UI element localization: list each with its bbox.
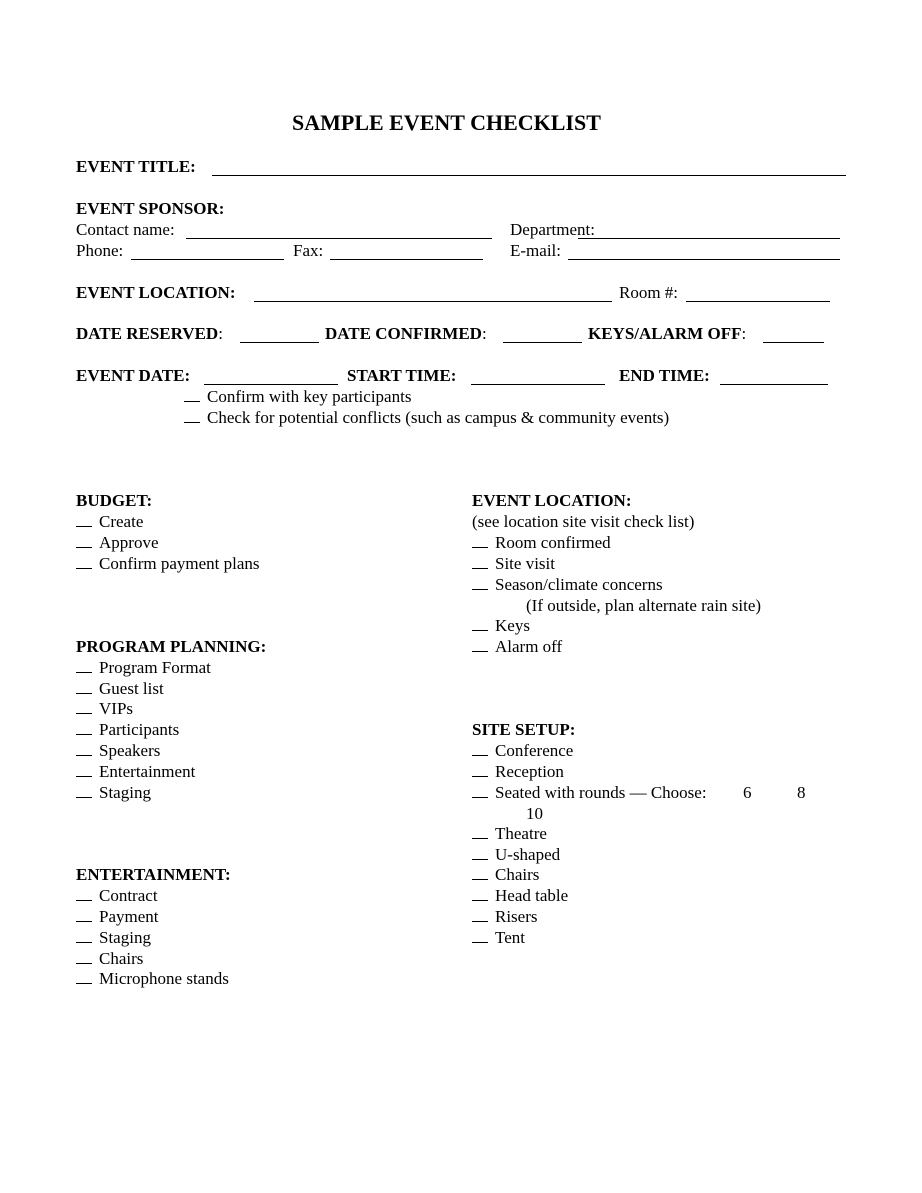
- date-reserved-field[interactable]: [240, 328, 319, 343]
- room-label: Room #:: [619, 283, 679, 302]
- budget-item-label: Create: [99, 512, 144, 531]
- fax-label: Fax:: [293, 241, 324, 260]
- location-item: [472, 616, 530, 636]
- program-item-label: Program Format: [99, 658, 211, 677]
- location-item: [472, 533, 611, 553]
- program-item-label: Staging: [99, 783, 151, 802]
- setup-item: [472, 845, 560, 865]
- entertainment-item-label: Contract: [99, 886, 158, 905]
- event-location-note: (see location site visit check list): [472, 512, 695, 531]
- checkbox-blank[interactable]: [76, 554, 92, 569]
- location-item-label: Site visit: [495, 554, 555, 573]
- program-item: [76, 783, 151, 803]
- checkbox-blank[interactable]: [76, 512, 92, 527]
- checkbox-blank[interactable]: [184, 387, 200, 402]
- setup-item-label: Tent: [495, 928, 525, 947]
- program-item-label: VIPs: [99, 699, 134, 718]
- date-reserved-label: DATE RESERVED: [76, 324, 219, 343]
- event-date-label: EVENT DATE:: [76, 366, 191, 385]
- department-label: Department:: [510, 220, 595, 239]
- checkbox-blank[interactable]: [76, 699, 92, 714]
- program-item-label: Participants: [99, 720, 180, 739]
- program-item-label: Guest list: [99, 679, 164, 698]
- setup-item-label: Head table: [495, 886, 569, 905]
- start-time-label: START TIME:: [347, 366, 457, 385]
- setup-item: [472, 907, 538, 927]
- checkbox-blank[interactable]: [76, 720, 92, 735]
- budget-item: [76, 554, 260, 574]
- site-setup-heading: SITE SETUP:: [472, 720, 576, 739]
- setup-item-label: Reception: [495, 762, 564, 781]
- setup-item-label: Risers: [495, 907, 538, 926]
- setup-item-label: Theatre: [495, 824, 547, 843]
- setup-item: [472, 783, 707, 803]
- checkbox-blank[interactable]: [472, 824, 488, 839]
- checkbox-blank[interactable]: [472, 554, 488, 569]
- checkbox-blank[interactable]: [472, 886, 488, 901]
- date-reserved-colon: :: [218, 324, 223, 343]
- setup-item-label: Chairs: [495, 865, 540, 884]
- location-item: [472, 554, 555, 574]
- contact-name-label: Contact name:: [76, 220, 175, 239]
- phone-field[interactable]: [131, 245, 284, 260]
- checkbox-blank[interactable]: [472, 783, 488, 798]
- page-title: SAMPLE EVENT CHECKLIST: [292, 110, 601, 135]
- date-confirmed-label: DATE CONFIRMED: [325, 324, 482, 343]
- checkbox-blank[interactable]: [472, 575, 488, 590]
- location-item-label: Season/climate concerns: [495, 575, 663, 594]
- email-label: E-mail:: [510, 241, 561, 260]
- entertainment-item: [76, 949, 143, 969]
- checkbox-blank[interactable]: [76, 969, 92, 984]
- checkbox-blank[interactable]: [472, 533, 488, 548]
- budget-item: [76, 533, 158, 553]
- checkbox-blank[interactable]: [472, 762, 488, 777]
- checkbox-blank[interactable]: [76, 783, 92, 798]
- checkbox-blank[interactable]: [76, 658, 92, 673]
- phone-label: Phone:: [76, 241, 124, 260]
- checkbox-blank[interactable]: [76, 907, 92, 922]
- date-confirmed-field[interactable]: [503, 328, 582, 343]
- date-confirmed-group: [325, 324, 487, 344]
- checkbox-blank[interactable]: [472, 741, 488, 756]
- department-field[interactable]: [578, 224, 840, 239]
- program-item: [76, 762, 195, 782]
- end-time-label: END TIME:: [619, 366, 710, 385]
- checkbox-blank[interactable]: [472, 845, 488, 860]
- round-option: 8: [797, 783, 806, 802]
- checkbox-blank[interactable]: [472, 616, 488, 631]
- checkbox-blank[interactable]: [76, 741, 92, 756]
- room-field[interactable]: [686, 287, 830, 302]
- event-title-label: EVENT TITLE:: [76, 157, 196, 176]
- event-location-heading: EVENT LOCATION:: [472, 491, 632, 510]
- setup-item-label: Seated with rounds — Choose:: [495, 783, 707, 802]
- setup-item: [472, 741, 573, 761]
- checkbox-blank[interactable]: [76, 886, 92, 901]
- entertainment-item-label: Payment: [99, 907, 159, 926]
- setup-item: [472, 824, 547, 844]
- email-field[interactable]: [568, 245, 840, 260]
- check-item: [184, 408, 669, 428]
- event-title-field[interactable]: [212, 161, 846, 176]
- checkbox-blank[interactable]: [472, 637, 488, 652]
- program-heading: PROGRAM PLANNING:: [76, 637, 267, 656]
- entertainment-item-label: Microphone stands: [99, 969, 229, 988]
- event-location-field[interactable]: [254, 287, 612, 302]
- program-item: [76, 720, 179, 740]
- budget-item-label: Approve: [99, 533, 159, 552]
- checkbox-blank[interactable]: [472, 907, 488, 922]
- program-item: [76, 741, 160, 761]
- checkbox-blank[interactable]: [76, 679, 92, 694]
- setup-item: [472, 762, 564, 782]
- start-time-field[interactable]: [471, 370, 605, 385]
- entertainment-item-label: Chairs: [99, 949, 144, 968]
- checkbox-blank[interactable]: [76, 928, 92, 943]
- entertainment-heading: ENTERTAINMENT:: [76, 865, 231, 884]
- event-location-label: EVENT LOCATION:: [76, 283, 236, 302]
- round-option: 6: [743, 783, 752, 802]
- setup-item: [472, 865, 539, 885]
- sponsor-heading: EVENT SPONSOR:: [76, 199, 225, 218]
- checkbox-blank[interactable]: [184, 408, 200, 423]
- round-option: 10: [526, 804, 543, 823]
- keys-alarm-group: [588, 324, 746, 344]
- setup-item-label: Conference: [495, 741, 574, 760]
- keys-alarm-colon: :: [741, 324, 747, 343]
- entertainment-item: [76, 969, 229, 989]
- entertainment-item: [76, 886, 158, 906]
- program-item: [76, 679, 164, 699]
- contact-name-field[interactable]: [186, 224, 492, 239]
- date-confirmed-colon: :: [481, 324, 487, 343]
- check-item-label: Confirm with key participants: [207, 387, 412, 406]
- rain-site-note: (If outside, plan alternate rain site): [526, 596, 762, 615]
- checkbox-blank[interactable]: [472, 865, 488, 880]
- setup-item-label: U-shaped: [495, 845, 561, 864]
- program-item: [76, 658, 211, 678]
- event-date-field[interactable]: [204, 370, 338, 385]
- location-item-label: Room confirmed: [495, 533, 611, 552]
- checkbox-blank[interactable]: [76, 949, 92, 964]
- checkbox-blank[interactable]: [472, 928, 488, 943]
- keys-alarm-label: KEYS/ALARM OFF: [588, 324, 742, 343]
- checkbox-blank[interactable]: [76, 533, 92, 548]
- checkbox-blank[interactable]: [76, 762, 92, 777]
- check-item-label: Check for potential conflicts (such as campus & community events): [207, 408, 670, 427]
- keys-alarm-field[interactable]: [763, 328, 824, 343]
- entertainment-item: [76, 907, 159, 927]
- program-item-label: Entertainment: [99, 762, 196, 781]
- location-item-label: Keys: [495, 616, 530, 635]
- entertainment-item: [76, 928, 151, 948]
- end-time-field[interactable]: [720, 370, 828, 385]
- budget-item: [76, 512, 143, 532]
- budget-heading: BUDGET:: [76, 491, 153, 510]
- check-item: [184, 387, 411, 407]
- setup-item: [472, 928, 525, 948]
- program-item-label: Speakers: [99, 741, 161, 760]
- date-reserved-group: [76, 324, 223, 344]
- setup-item: [472, 886, 568, 906]
- location-item-label: Alarm off: [495, 637, 563, 656]
- budget-item-label: Confirm payment plans: [99, 554, 260, 573]
- program-item: [76, 699, 133, 719]
- location-item: [472, 637, 562, 657]
- location-item: [472, 575, 663, 595]
- fax-field[interactable]: [330, 245, 483, 260]
- entertainment-item-label: Staging: [99, 928, 151, 947]
